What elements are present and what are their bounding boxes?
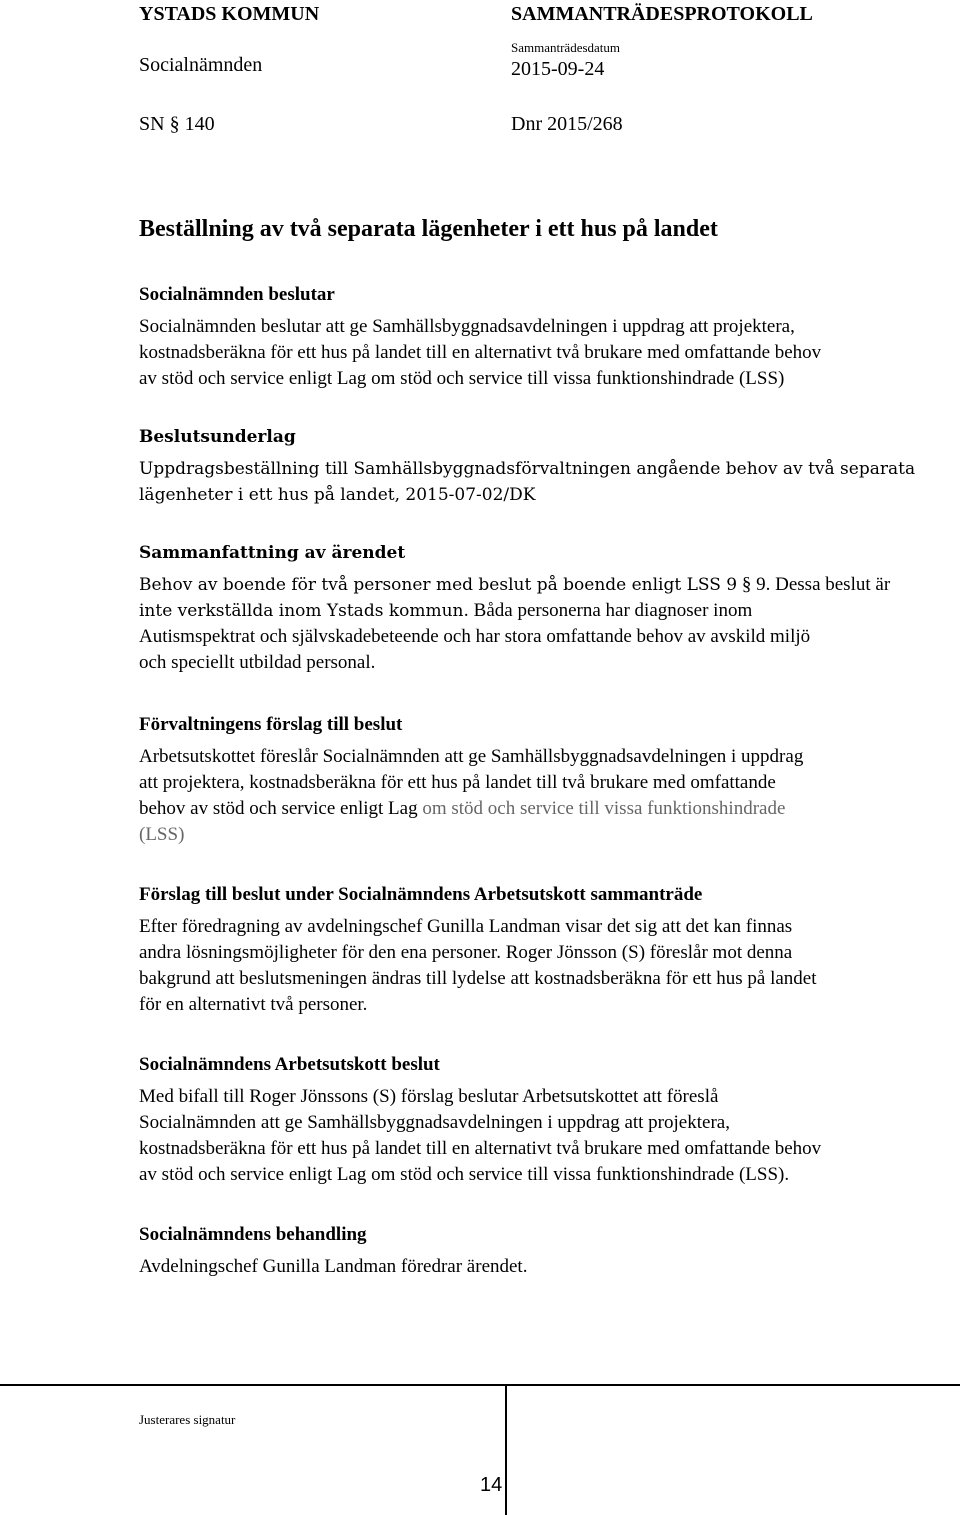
treatment-heading: Socialnämndens behandling	[139, 1224, 367, 1245]
au-proposal-line: för en alternativt två personer.	[139, 994, 368, 1015]
summary-line-part: 9. Dessa beslut är	[756, 574, 891, 595]
au-proposal-line: andra lösningsmöjligheter för den ena personer. Roger Jönsson (S) föreslår mot denna	[139, 942, 793, 963]
admin-proposal-section	[139, 712, 959, 848]
decision-line: Socialnämnden beslutar att ge Samhällsbyggnadsavdelningen i uppdrag att projektera,	[139, 316, 795, 337]
treatment-line: Avdelningschef Gunilla Landman föredrar ärendet.	[139, 1256, 528, 1277]
decision-line: av stöd och service enligt Lag om stöd och service till vissa funktionshindrade (LSS)	[139, 368, 785, 389]
au-proposal-line: Efter föredragning av avdelningschef Gunilla Landman visar det sig att det kan finnas	[139, 916, 793, 937]
committee-name: Socialnämnden	[139, 54, 263, 76]
au-decision-line: av stöd och service enligt Lag om stöd och service till vissa funktionshindrade (LSS).	[139, 1164, 790, 1185]
summary-line	[139, 572, 959, 598]
summary-line: Autismspektrat och självskadebeteende och har stora omfattande behov av avskild miljö	[139, 626, 811, 647]
summary-line-part: Behov av boende för två personer med beslut på boende enligt LSS 9	[139, 575, 738, 595]
section-sign-icon: §	[169, 113, 180, 135]
paragraph-prefix: SN	[139, 113, 165, 135]
admin-proposal-heading: Förvaltningens förslag till beslut	[139, 714, 403, 735]
municipality-name: YSTADS KOMMUN	[139, 3, 320, 25]
summary-line	[139, 598, 959, 624]
basis-section	[139, 424, 959, 508]
basis-line: lägenheter i ett hus på landet, 2015-07-02/DK	[139, 485, 536, 505]
meeting-date: 2015-09-24	[511, 58, 605, 80]
treatment-section	[139, 1222, 959, 1280]
au-proposal-heading: Förslag till beslut under Socialnämndens Arbetsutskott sammanträde	[139, 884, 703, 905]
date-label: Sammanträdesdatum	[511, 40, 621, 55]
au-proposal-line: bakgrund att beslutsmeningen ändras till lydelse att kostnadsberäkna för ett hus på landet	[139, 968, 817, 989]
page-title: Beställning av två separata lägenheter i ett hus på landet	[139, 216, 718, 242]
au-decision-line: Socialnämnden att ge Samhällsbyggnadsavdelningen i uppdrag att projektera,	[139, 1112, 730, 1133]
admin-proposal-line: (LSS)	[139, 824, 185, 845]
dnr: Dnr 2015/268	[511, 113, 623, 135]
au-decision-heading: Socialnämndens Arbetsutskott beslut	[139, 1054, 440, 1075]
summary-line-part: Båda personerna har diagnoser inom	[468, 600, 753, 621]
admin-proposal-line-part: om stöd och service till vissa funktionshindrade	[422, 798, 786, 819]
au-decision-section	[139, 1052, 959, 1188]
page-number: 14	[480, 1474, 503, 1496]
au-decision-line: kostnadsberäkna för ett hus på landet till en alternativt två brukare med omfattande behov	[139, 1138, 822, 1159]
footer-vertical-divider	[505, 1384, 507, 1515]
au-proposal-section	[139, 882, 959, 1018]
admin-proposal-line: Arbetsutskottet föreslår Socialnämnden att ge Samhällsbyggnadsavdelningen i uppdrag	[139, 746, 804, 767]
decision-section	[139, 282, 959, 392]
document-type: SAMMANTRÄDESPROTOKOLL	[511, 3, 813, 25]
decision-heading: Socialnämnden beslutar	[139, 284, 335, 305]
signature-label: Justerares signatur	[139, 1412, 236, 1427]
decision-line: kostnadsberäkna för ett hus på landet till en alternativt två brukare med omfattande behov	[139, 342, 822, 363]
admin-proposal-line-part: behov av stöd och service enligt Lag	[139, 798, 423, 819]
summary-line-part: inte verkställda inom Ystads kommun.	[139, 601, 469, 621]
paragraph-number: 140	[184, 113, 215, 135]
basis-heading: Beslutsunderlag	[139, 427, 296, 447]
admin-proposal-line	[139, 796, 959, 822]
au-decision-line: Med bifall till Roger Jönssons (S) förslag beslutar Arbetsutskottet att föreslå	[139, 1086, 719, 1107]
admin-proposal-line: att projektera, kostnadsberäkna för ett hus på landet till två brukare med omfattande	[139, 772, 776, 793]
section-sign-icon: §	[741, 574, 752, 595]
footer-divider	[0, 1384, 960, 1386]
summary-section	[139, 540, 959, 676]
summary-heading: Sammanfattning av ärendet	[139, 543, 406, 563]
paragraph-reference	[139, 113, 215, 136]
summary-line: och speciellt utbildad personal.	[139, 652, 376, 673]
basis-line: Uppdragsbeställning till Samhällsbyggnadsförvaltningen angående behov av två separata	[139, 459, 916, 479]
